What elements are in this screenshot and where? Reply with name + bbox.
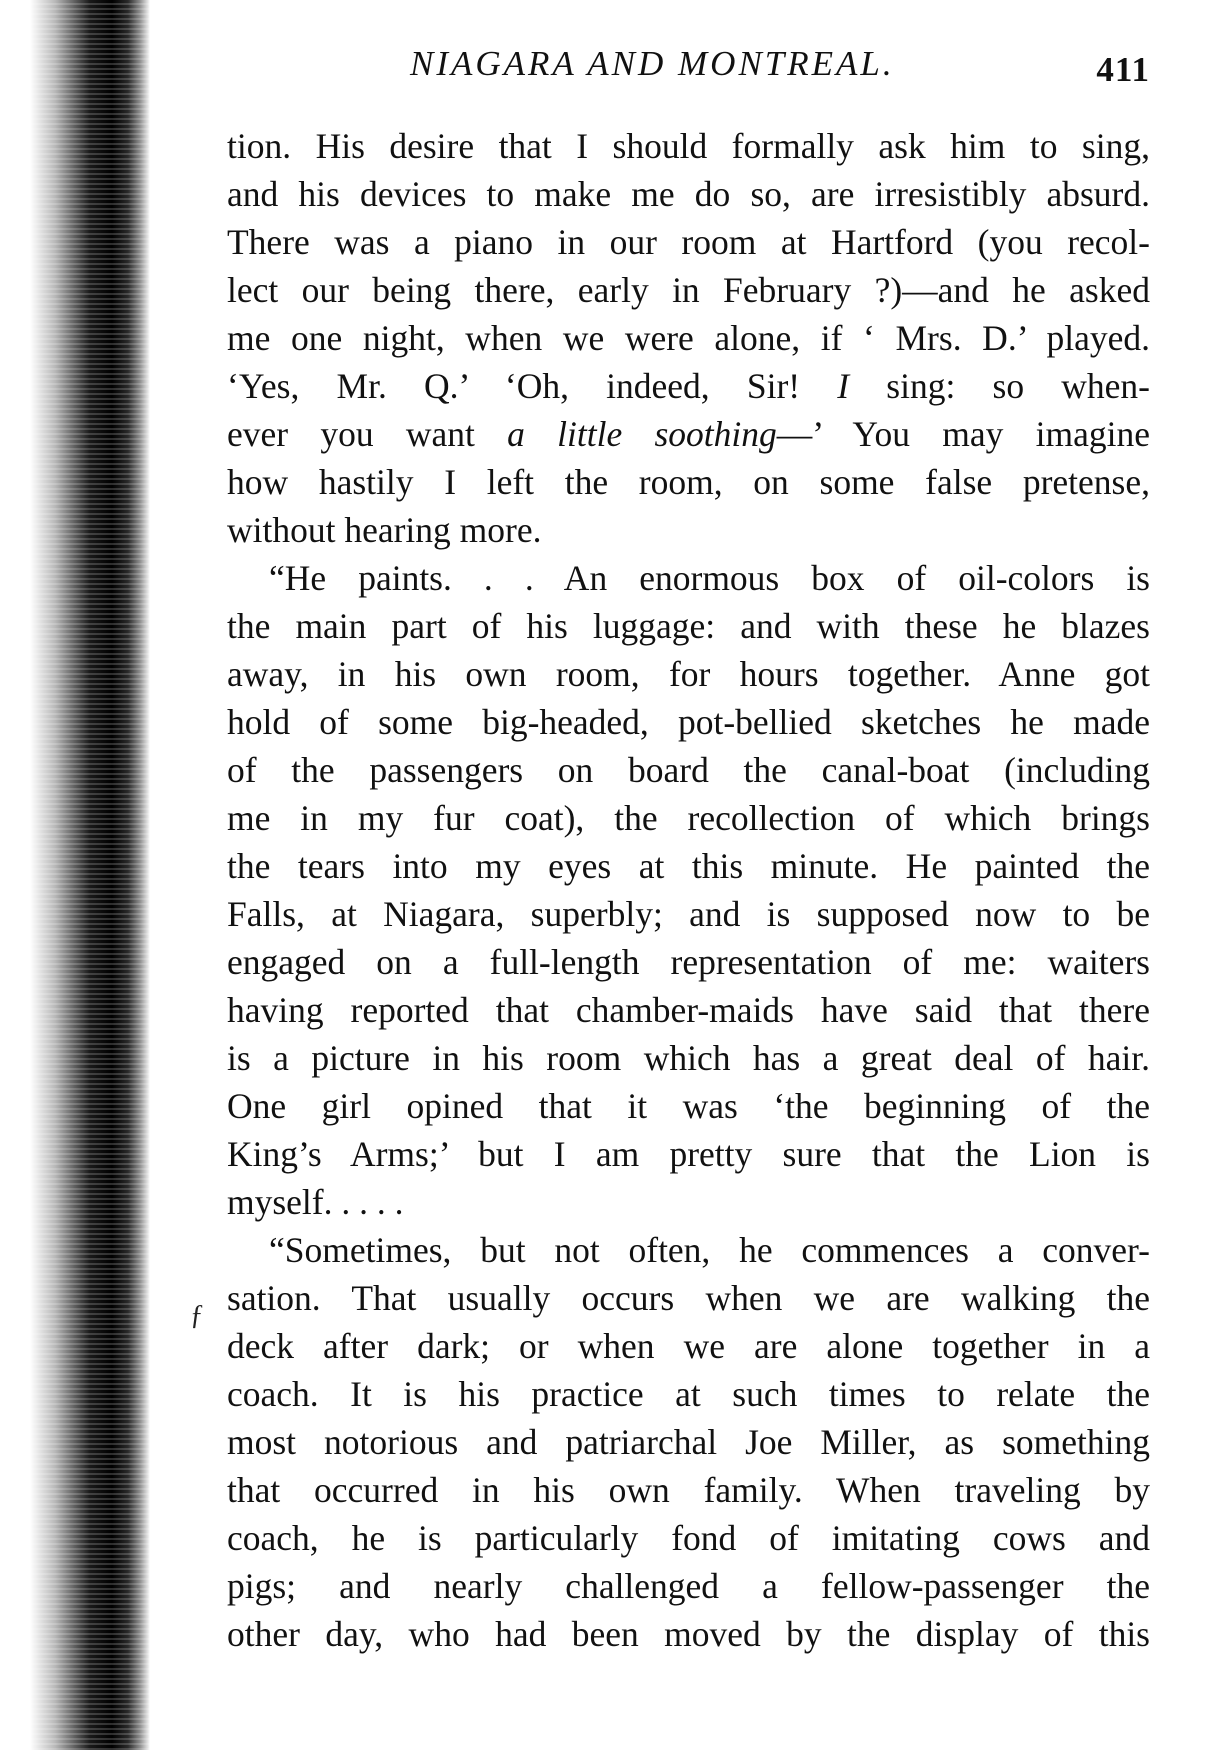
text-line xyxy=(227,1562,1150,1610)
text-run: tion. His desire that I should formally ask him to sing, xyxy=(227,126,1150,166)
text-run: engaged on a full-length representation of me: waiters xyxy=(227,942,1150,982)
text-line xyxy=(227,698,1150,746)
text-run: There was a piano in our room at Hartford (you recol- xyxy=(227,222,1150,262)
text-run: ‘Yes, Mr. Q.’ ‘Oh, indeed, Sir! xyxy=(227,366,838,406)
text-line xyxy=(227,314,1150,362)
text-run: coach. It is his practice at such times to relate the xyxy=(227,1374,1150,1414)
text-run: without hearing more. xyxy=(227,510,542,550)
text-run: how hastily I left the room, on some false pretense, xyxy=(227,462,1150,502)
text-line xyxy=(227,938,1150,986)
text-line xyxy=(227,1274,1150,1322)
text-line xyxy=(227,266,1150,314)
text-run: —’ You may imagine xyxy=(776,414,1150,454)
text-run: having reported that chamber-maids have said that there xyxy=(227,990,1150,1030)
text-line xyxy=(227,362,1150,410)
text-line xyxy=(227,1610,1150,1658)
text-run: “Sometimes, but not often, he commences a conver- xyxy=(269,1230,1150,1270)
text-line xyxy=(227,890,1150,938)
text-run: the tears into my eyes at this minute. He painted the xyxy=(227,846,1150,886)
italic-text: I xyxy=(837,366,850,406)
text-run: Falls, at Niagara, superbly; and is supposed now to be xyxy=(227,894,1150,934)
text-line xyxy=(227,1370,1150,1418)
text-line xyxy=(227,794,1150,842)
running-title: NIAGARA AND MONTREAL. xyxy=(410,44,895,83)
text-run: hold of some big-headed, pot-bellied sketches he made xyxy=(227,702,1150,742)
italic-text: a little soothing xyxy=(507,414,777,454)
text-run: King’s Arms;’ but I am pretty sure that the Lion is xyxy=(227,1134,1150,1174)
page-binding-shadow xyxy=(0,0,150,1750)
page-number: 411 xyxy=(1096,50,1150,89)
text-run: lect our being there, early in February ?)—and he asked xyxy=(227,270,1150,310)
text-line xyxy=(227,746,1150,794)
text-line xyxy=(227,1130,1150,1178)
text-line xyxy=(227,986,1150,1034)
text-line xyxy=(227,650,1150,698)
text-run: sation. That usually occurs when we are walking the xyxy=(227,1278,1150,1318)
text-line xyxy=(227,1418,1150,1466)
margin-mark: ƒ xyxy=(190,1300,204,1331)
text-run: other day, who had been moved by the display of this xyxy=(227,1614,1150,1654)
text-run: deck after dark; or when we are alone together in a xyxy=(227,1326,1150,1366)
text-line xyxy=(227,170,1150,218)
text-line xyxy=(227,1034,1150,1082)
text-run: the main part of his luggage: and with these he blazes xyxy=(227,606,1150,646)
text-run: coach, he is particularly fond of imitating cows and xyxy=(227,1518,1150,1558)
text-run: sing: so when- xyxy=(849,366,1150,406)
text-run: and his devices to make me do so, are irresistibly absurd. xyxy=(227,174,1150,214)
text-line xyxy=(227,458,1150,506)
text-line xyxy=(227,1226,1150,1274)
text-run: me one night, when we were alone, if ‘ Mrs. D.’ played. xyxy=(227,318,1150,358)
text-line xyxy=(227,218,1150,266)
text-line xyxy=(227,1466,1150,1514)
text-run: is a picture in his room which has a great deal of hair. xyxy=(227,1038,1150,1078)
text-line xyxy=(227,1178,1150,1226)
text-line xyxy=(227,410,1150,458)
text-run: of the passengers on board the canal-boat (including xyxy=(227,750,1150,790)
text-line xyxy=(227,506,1150,554)
text-run: pigs; and nearly challenged a fellow-passenger the xyxy=(227,1566,1150,1606)
text-line xyxy=(227,1322,1150,1370)
text-line xyxy=(227,1082,1150,1130)
text-run: ever you want xyxy=(227,414,508,454)
text-line xyxy=(227,1514,1150,1562)
text-run: myself. . . . . xyxy=(227,1182,404,1222)
text-run: One girl opined that it was ‘the beginning of the xyxy=(227,1086,1150,1126)
text-run: most notorious and patriarchal Joe Miller, as something xyxy=(227,1422,1150,1462)
text-run: me in my fur coat), the recollection of which brings xyxy=(227,798,1150,838)
body-text xyxy=(227,122,1150,1658)
page-header xyxy=(230,44,1150,94)
text-line xyxy=(227,554,1150,602)
text-run: that occurred in his own family. When traveling by xyxy=(227,1470,1150,1510)
text-run: away, in his own room, for hours together. Anne got xyxy=(227,654,1150,694)
text-line xyxy=(227,122,1150,170)
text-line xyxy=(227,842,1150,890)
text-line xyxy=(227,602,1150,650)
text-run: “He paints. . . An enormous box of oil-colors is xyxy=(269,558,1150,598)
